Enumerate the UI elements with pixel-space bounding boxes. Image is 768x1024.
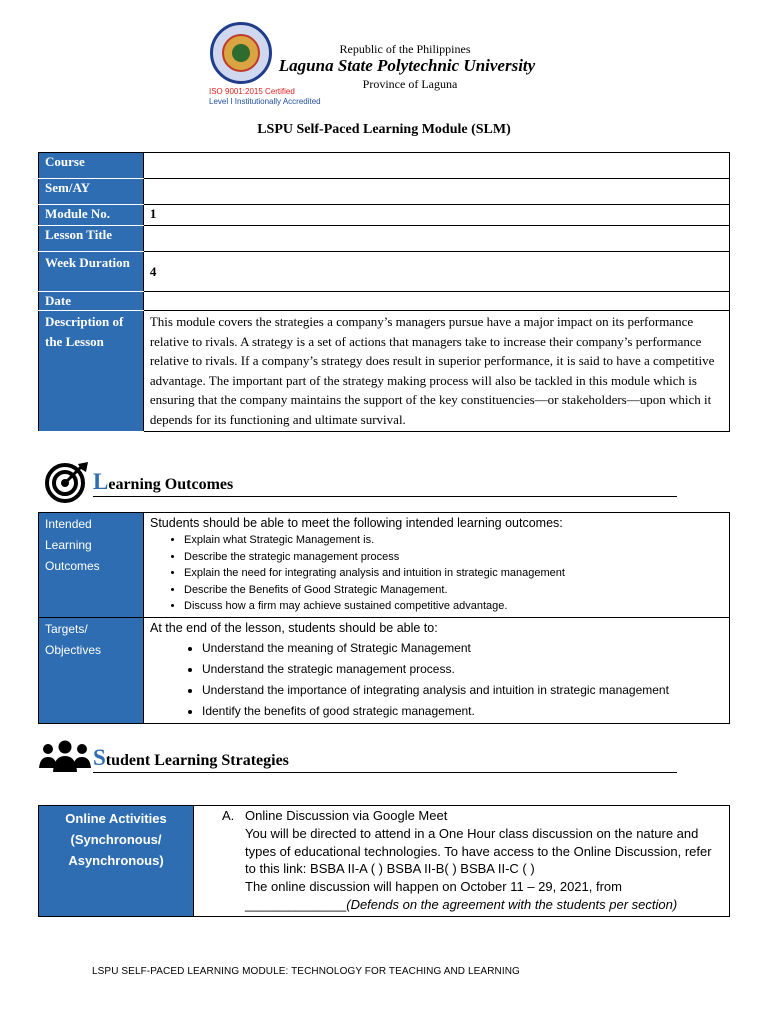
learning-outcomes-heading [93,469,233,495]
page-footer: LSPU SELF-PACED LEARNING MODULE: TECHNOLOGY FOR TEACHING AND LEARNING [92,966,520,977]
university-seal [210,22,272,84]
description-label: Description of the Lesson [39,311,144,432]
module-label: Module No. [39,205,144,226]
header-province: Province of Laguna [362,77,458,91]
ilo-label: Intended Learning Outcomes [39,513,144,618]
module-info-table [38,152,730,432]
heading-initial: L [93,469,109,494]
group-people-icon [38,740,92,774]
target-icon [44,460,90,504]
list-item: • Understand the strategic management process. [202,659,723,680]
time-blank: ______________ [245,896,347,912]
header-university: Laguna State Polytechnic University [278,56,536,75]
item-letter: A. [222,808,235,823]
list-item: • Identify the benefits of good strategic management. [202,701,723,722]
list-item: • Discuss how a firm may achieve sustained competitive advantage. [184,598,723,615]
online-activities-label: Online Activities (Synchronous/ Asynchronous) [39,806,194,917]
lesson-title-label: Lesson Title [39,226,144,252]
heading-underline [93,496,677,497]
iso-certification: ISO 9001:2015 Certified [209,87,295,96]
document-title: LSPU Self-Paced Learning Module (SLM) [257,122,511,137]
item-title: Online Discussion via Google Meet [245,808,448,823]
list-item: • Understand the meaning of Strategic Management [202,638,723,659]
ilo-lead: Students should be able to meet the following intended learning outcomes: [150,516,563,530]
header-republic: Republic of the Philippines [339,42,471,56]
module-value: 1 [143,205,729,226]
targets-label: Targets/ Objectives [39,618,144,724]
list-item: • Describe the strategic management process [184,549,723,566]
learning-outcomes-table [38,512,730,724]
accreditation-note: Level I Institutionally Accredited [209,97,321,106]
course-label: Course [39,153,144,179]
schedule-note: (Defends on the agreement with the students per section) [346,896,678,912]
sem-value [143,179,729,205]
ilo-list [150,532,723,615]
learning-strategies-table [38,805,730,917]
targets-list [150,638,723,722]
date-value [143,292,729,311]
list-item: • Explain what Strategic Management is. [184,532,723,549]
description-text: This module covers the strategies a company’s managers pursue have a major impact on its performance relative to rivals. A strategy is a set of actions that managers take to increase their company’s performance relative to rivals. If a company’s strategy does result in superior performance, it is said to have a competitive advantage. The important part of the strategy making process will also be tackled in this module which is ensuring that the company maintains the support of the key constituencies—or stakeholders—upon which it depends for its functioning and ultimate survival. [143,311,729,432]
week-duration-label: Week Duration [39,252,144,292]
lesson-title-value [143,226,729,252]
targets-lead: At the end of the lesson, students should be able to: [150,621,438,635]
sem-label: Sem/AY [39,179,144,205]
list-item: • Explain the need for integrating analysis and intuition in strategic management [184,565,723,582]
week-duration-value: 4 [143,252,729,292]
course-value [143,153,729,179]
heading-initial: S [93,745,106,770]
discussion-details: You will be directed to attend in a One Hour class discussion on the nature and types of educational technologies. To have access to the Online Discussion, refer to this link: BSBA II-A ( ) BSBA II-B( ) BSBA II-C ( ) [245,825,712,877]
heading-underline [93,772,677,773]
heading-text: earning Outcomes [108,476,234,493]
student-learning-strategies-heading [93,745,289,771]
list-item: • Understand the importance of integrating analysis and intuition in strategic management [202,680,723,701]
discussion-schedule: The online discussion will happen on October 11 – 29, 2021, from [245,879,622,895]
date-label: Date [39,292,144,311]
heading-text: tudent Learning Strategies [105,752,289,769]
list-item: • Describe the Benefits of Good Strategic Management. [184,582,723,599]
